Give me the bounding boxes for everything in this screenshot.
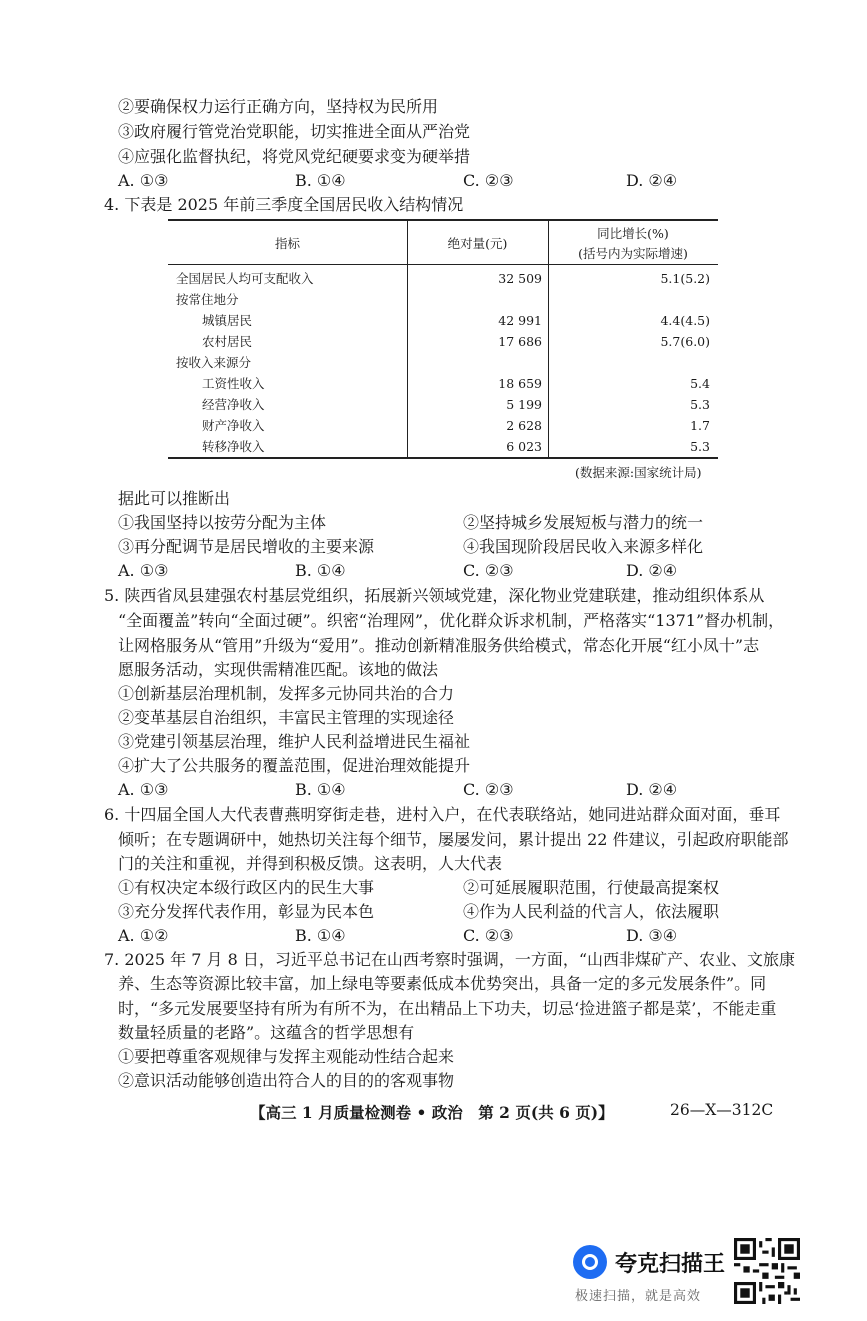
q6-option-d: D. ③④	[626, 926, 678, 945]
table-row-value: 18 659	[498, 376, 542, 391]
table-row-label: 转移净收入	[202, 439, 265, 454]
table-row-growth: 5.7(6.0)	[660, 334, 710, 349]
q3-item-3: ③政府履行管党治党职能，切实推进全面从严治党	[118, 122, 471, 141]
q4-option-c: C. ②③	[463, 561, 514, 580]
table-divider-1	[407, 219, 408, 457]
q7-stem-line-2: 养、生态等资源比较丰富，加上绿电等要素低成本优势突出，具备一定的多元发展条件”。同	[118, 974, 767, 993]
q5-stem-line-4: 愿服务活动，实现供需精准匹配。该地的做法	[118, 660, 439, 679]
q4-stem: 4. 下表是 2025 年前三季度全国居民收入结构情况	[104, 195, 464, 214]
table-row-value: 32 509	[498, 271, 542, 286]
q5-option-b: B. ①④	[295, 780, 346, 799]
q6-item-4: ④作为人民利益的代言人，依法履职	[463, 902, 720, 921]
q5-item-2: ②变革基层自治组织，丰富民主管理的实现途径	[118, 708, 455, 727]
q4-option-d: D. ②④	[626, 561, 678, 580]
q7-stem-line-4: 数量轻质量的老路”。这蕴含的哲学思想有	[118, 1023, 415, 1042]
table-source: (数据来源:国家统计局)	[575, 465, 702, 480]
q6-stem-line-2: 倾听；在专题调研中，她热切关注每个细节，屡屡发问，累计提出 22 件建议，引起政府职能部	[118, 830, 789, 849]
q4-item-3: ③再分配调节是居民增收的主要来源	[118, 537, 375, 556]
page-footer-title: 【高三 1 月质量检测卷 • 政治 第 2 页(共 6 页)】	[250, 1103, 614, 1122]
table-row-growth: 1.7	[690, 418, 710, 433]
q6-option-c: C. ②③	[463, 926, 514, 945]
q5-stem-line-3: 让网格服务从“管用”升级为“爱用”。推动创新精准服务供给模式，常态化开展“红小凤十”志	[118, 636, 760, 655]
q6-stem-line-3: 门的关注和重视，并得到积极反馈。这表明，人大代表	[118, 854, 503, 873]
table-row-value: 6 023	[506, 439, 542, 454]
q7-stem-line-3: 时，“多元发展要坚持有所为有所不为，在出精品上下功夫，切忌‘捡进篮子都是菜’，不能走重	[118, 999, 777, 1018]
table-row-label: 农村居民	[202, 334, 253, 349]
table-row-growth: 5.3	[690, 439, 710, 454]
q4-option-b: B. ①④	[295, 561, 346, 580]
q5-stem-line-2: “全面覆盖”转向“全面过硬”。织密“治理网”，优化群众诉求机制，严格落实“1371”督办机制，	[118, 611, 785, 630]
table-row-value: 42 991	[498, 313, 542, 328]
q3-option-c: C. ②③	[463, 171, 514, 190]
table-header-value: 绝对量(元)	[447, 236, 508, 251]
q7-item-1: ①要把尊重客观规律与发挥主观能动性结合起来	[118, 1047, 455, 1066]
table-row-growth: 4.4(4.5)	[660, 313, 710, 328]
q5-item-4: ④扩大了公共服务的覆盖范围，促进治理效能提升	[118, 756, 471, 775]
q3-option-d: D. ②④	[626, 171, 678, 190]
q5-option-c: C. ②③	[463, 780, 514, 799]
table-row-growth: 5.4	[690, 376, 710, 391]
q7-stem-line-1: 7. 2025 年 7 月 8 日，习近平总书记在山西考察时强调，一方面，“山西非煤矿产、农业、文旅康	[104, 950, 796, 969]
q5-option-a: A. ①③	[118, 780, 169, 799]
q7-item-2: ②意识活动能够创造出符合人的目的的客观事物	[118, 1071, 455, 1090]
table-row-growth: 5.3	[690, 397, 710, 412]
scanner-watermark	[573, 1243, 733, 1313]
q5-item-3: ③党建引领基层治理，维护人民利益增进民生福祉	[118, 732, 471, 751]
table-top-rule	[168, 219, 718, 221]
table-row-label: 工资性收入	[202, 376, 265, 391]
q6-item-2: ②可延展履职范围，行使最高提案权	[463, 878, 720, 897]
page-footer-code: 26—X—312C	[670, 1101, 774, 1119]
scanner-logo-icon	[573, 1245, 607, 1279]
q5-option-d: D. ②④	[626, 780, 678, 799]
table-header-growth-note: (括号内为实际增速)	[578, 246, 688, 261]
q5-stem-line-1: 5. 陕西省凤县建强农村基层党组织，拓展新兴领域党建，深化物业党建联建，推动组织体系从	[104, 586, 765, 605]
table-row-growth: 5.1(5.2)	[660, 271, 710, 286]
table-row-label: 经营净收入	[202, 397, 265, 412]
table-row-value: 5 199	[506, 397, 542, 412]
q6-item-1: ①有权决定本级行政区内的民生大事	[118, 878, 375, 897]
table-header-growth: 同比增长(%)	[597, 226, 669, 241]
q6-option-a: A. ①②	[118, 926, 169, 945]
table-row-label: 按收入来源分	[176, 355, 252, 370]
table-header-indicator: 指标	[274, 236, 300, 251]
q4-lead: 据此可以推断出	[118, 489, 231, 508]
table-row-label: 全国居民人均可支配收入	[176, 271, 314, 286]
q4-item-2: ②坚持城乡发展短板与潜力的统一	[463, 513, 704, 532]
table-bottom-rule	[168, 457, 718, 459]
q6-item-3: ③充分发挥代表作用，彰显为民本色	[118, 902, 375, 921]
scanner-slogan: 极速扫描，就是高效	[575, 1289, 702, 1304]
qr-code-icon	[734, 1238, 800, 1304]
table-row-label: 按常住地分	[176, 292, 239, 307]
table-row-label: 城镇居民	[202, 313, 253, 328]
table-header-rule	[168, 264, 718, 265]
q5-item-1: ①创新基层治理机制，发挥多元协同共治的合力	[118, 684, 455, 703]
q4-option-a: A. ①③	[118, 561, 169, 580]
q4-item-4: ④我国现阶段居民收入来源多样化	[463, 537, 704, 556]
q6-stem-line-1: 6. 十四届全国人大代表曹燕明穿街走巷，进村入户，在代表联络站，她同进站群众面对面，垂耳	[104, 805, 781, 824]
q4-item-1: ①我国坚持以按劳分配为主体	[118, 513, 327, 532]
table-row-value: 17 686	[498, 334, 542, 349]
q3-option-a: A. ①③	[118, 171, 169, 190]
table-row-value: 2 628	[506, 418, 542, 433]
q3-option-b: B. ①④	[295, 171, 346, 190]
table-row-label: 财产净收入	[202, 418, 265, 433]
q3-item-2: ②要确保权力运行正确方向，坚持权为民所用	[118, 97, 439, 116]
q3-item-4: ④应强化监督执纪，将党风党纪硬要求变为硬举措	[118, 147, 471, 166]
scanner-brand-name: 夸克扫描王	[615, 1252, 726, 1277]
q6-option-b: B. ①④	[295, 926, 346, 945]
